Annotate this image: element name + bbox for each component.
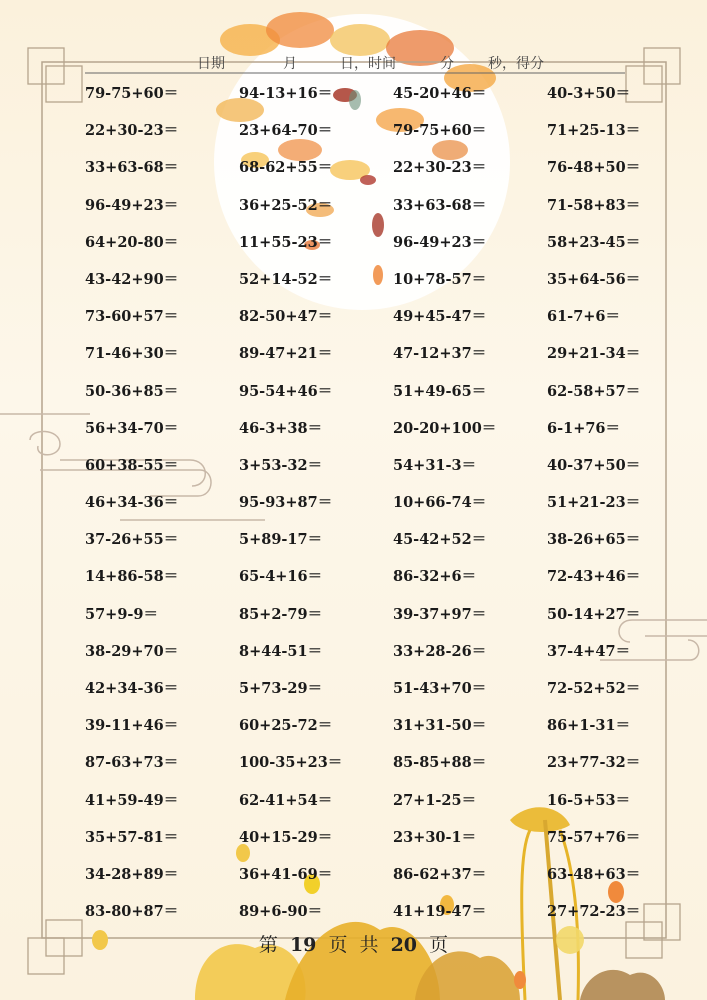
- math-problem: 40-37+50＝: [547, 456, 641, 474]
- math-problem: 5+89-17＝: [239, 531, 323, 549]
- math-problem: 73-60+57＝: [85, 308, 179, 326]
- math-problem: 85-85+88＝: [393, 754, 487, 772]
- current-page-number: 19: [289, 934, 317, 956]
- math-problem: 72-52+52＝: [547, 680, 641, 697]
- math-problem: 62-58+57＝: [547, 382, 641, 400]
- math-problem: 71-46+30＝: [85, 345, 179, 363]
- math-problem: 95-93+87＝: [239, 494, 333, 512]
- problem-grid: [85, 84, 701, 939]
- math-problem: 60+38-55＝: [85, 456, 179, 474]
- math-problem: 100-35+23＝: [239, 754, 343, 772]
- page-footer: [0, 930, 707, 957]
- math-problem: 33+28-26＝: [393, 642, 487, 660]
- math-problem: 27+72-23＝: [547, 903, 641, 921]
- math-problem: 96-49+23＝: [393, 233, 487, 251]
- math-problem: 14+86-58＝: [85, 568, 179, 586]
- math-problem: 86-32+6＝: [393, 568, 477, 586]
- math-problem: 45-20+46＝: [393, 85, 487, 102]
- math-problem: 57+9-9＝: [85, 605, 159, 623]
- second-score-label: 秒，得分: [488, 56, 544, 72]
- math-problem: 27+1-25＝: [393, 791, 477, 809]
- math-problem: 76-48+50＝: [547, 159, 641, 177]
- math-problem: 43-42+90＝: [85, 270, 179, 288]
- math-problem: 85+2-79＝: [239, 605, 323, 623]
- math-problem: 47-12+37＝: [393, 345, 487, 363]
- math-problem: 10+66-74＝: [393, 494, 487, 512]
- math-problem: 49+45-47＝: [393, 308, 487, 326]
- math-problem: 41+19-47＝: [393, 903, 487, 921]
- math-problem: 29+21-34＝: [547, 345, 641, 363]
- footer-page-word: 页: [328, 934, 348, 956]
- minute-label: 分: [440, 56, 454, 72]
- math-problem: 52+14-52＝: [239, 270, 333, 288]
- math-problem: 34-28+89＝: [85, 865, 179, 883]
- math-problem: 35+57-81＝: [85, 828, 179, 846]
- math-problem: 50-14+27＝: [547, 605, 641, 623]
- math-problem: 63-48+63＝: [547, 865, 641, 883]
- math-problem: 71-58+83＝: [547, 196, 641, 214]
- math-problem: 35+64-56＝: [547, 270, 641, 288]
- math-problem: 75-57+76＝: [547, 828, 641, 846]
- math-problem: 89+6-90＝: [239, 903, 323, 921]
- footer-prefix: 第: [258, 934, 278, 956]
- math-problem: 62-41+54＝: [239, 791, 333, 809]
- math-problem: 38-26+65＝: [547, 531, 641, 549]
- math-problem: 51+21-23＝: [547, 494, 641, 512]
- math-problem: 46-3+38＝: [239, 419, 323, 437]
- math-problem: 71+25-13＝: [547, 122, 641, 140]
- math-problem: 41+59-49＝: [85, 791, 179, 809]
- math-problem: 6-1+76＝: [547, 419, 621, 437]
- math-problem: 56+34-70＝: [85, 419, 179, 437]
- math-problem: 89-47+21＝: [239, 345, 333, 363]
- math-problem: 39-11+46＝: [85, 717, 179, 735]
- math-problem: 60+25-72＝: [239, 717, 333, 735]
- month-label: 月: [283, 56, 297, 72]
- math-problem: 54+31-3＝: [393, 456, 477, 474]
- math-problem: 20-20+100＝: [393, 419, 497, 437]
- math-problem: 51-43+70＝: [393, 680, 487, 697]
- math-problem: 39-37+97＝: [393, 605, 487, 623]
- math-problem: 23+77-32＝: [547, 754, 641, 772]
- math-problem: 95-54+46＝: [239, 382, 333, 400]
- math-problem: 94-13+16＝: [239, 85, 333, 102]
- footer-suffix: 页: [429, 934, 449, 956]
- math-problem: 40-3+50＝: [547, 85, 631, 102]
- math-problem: 61-7+6＝: [547, 308, 621, 326]
- math-problem: 40+15-29＝: [239, 828, 333, 846]
- math-problem: 5+73-29＝: [239, 680, 323, 697]
- math-problem: 42+34-36＝: [85, 680, 179, 697]
- math-problem: 37-26+55＝: [85, 531, 179, 549]
- math-problem: 64+20-80＝: [85, 233, 179, 251]
- math-problem: 96-49+23＝: [85, 196, 179, 214]
- math-problem: 22+30-23＝: [393, 159, 487, 177]
- math-problem: 79-75+60＝: [393, 122, 487, 140]
- math-problem: 72-43+46＝: [547, 568, 641, 586]
- math-problem: 16-5+53＝: [547, 791, 631, 809]
- math-problem: 23+30-1＝: [393, 828, 477, 846]
- math-problem: 46+34-36＝: [85, 494, 179, 512]
- math-problem: 58+23-45＝: [547, 233, 641, 251]
- total-pages-number: 20: [390, 934, 418, 956]
- math-problem: 86+1-31＝: [547, 717, 631, 735]
- math-problem: 82-50+47＝: [239, 308, 333, 326]
- math-problem: 79-75+60＝: [85, 85, 179, 102]
- math-problem: 23+64-70＝: [239, 122, 333, 140]
- math-problem: 11+55-23＝: [239, 233, 333, 251]
- math-problem: 65-4+16＝: [239, 568, 323, 586]
- date-label: 日期: [197, 56, 225, 72]
- math-problem: 38-29+70＝: [85, 642, 179, 660]
- math-problem: 8+44-51＝: [239, 642, 323, 660]
- math-problem: 10+78-57＝: [393, 270, 487, 288]
- math-problem: 22+30-23＝: [85, 122, 179, 140]
- math-problem: 51+49-65＝: [393, 382, 487, 400]
- math-problem: 31+31-50＝: [393, 717, 487, 735]
- math-problem: 83-80+87＝: [85, 903, 179, 921]
- day-time-label: 日，时间: [340, 56, 396, 72]
- math-problem: 87-63+73＝: [85, 754, 179, 772]
- math-problem: 33+63-68＝: [85, 159, 179, 177]
- math-problem: 68-62+55＝: [239, 159, 333, 177]
- math-problem: 37-4+47＝: [547, 642, 631, 660]
- header-info-line: [85, 50, 625, 72]
- math-problem: 45-42+52＝: [393, 531, 487, 549]
- math-problem: 50-36+85＝: [85, 382, 179, 400]
- math-problem: 3+53-32＝: [239, 456, 323, 474]
- math-problem: 36+25-52＝: [239, 196, 333, 214]
- math-problem: 33+63-68＝: [393, 196, 487, 214]
- footer-total-word: 共: [359, 934, 379, 956]
- math-problem: 86-62+37＝: [393, 865, 487, 883]
- math-problem: 36+41-69＝: [239, 865, 333, 883]
